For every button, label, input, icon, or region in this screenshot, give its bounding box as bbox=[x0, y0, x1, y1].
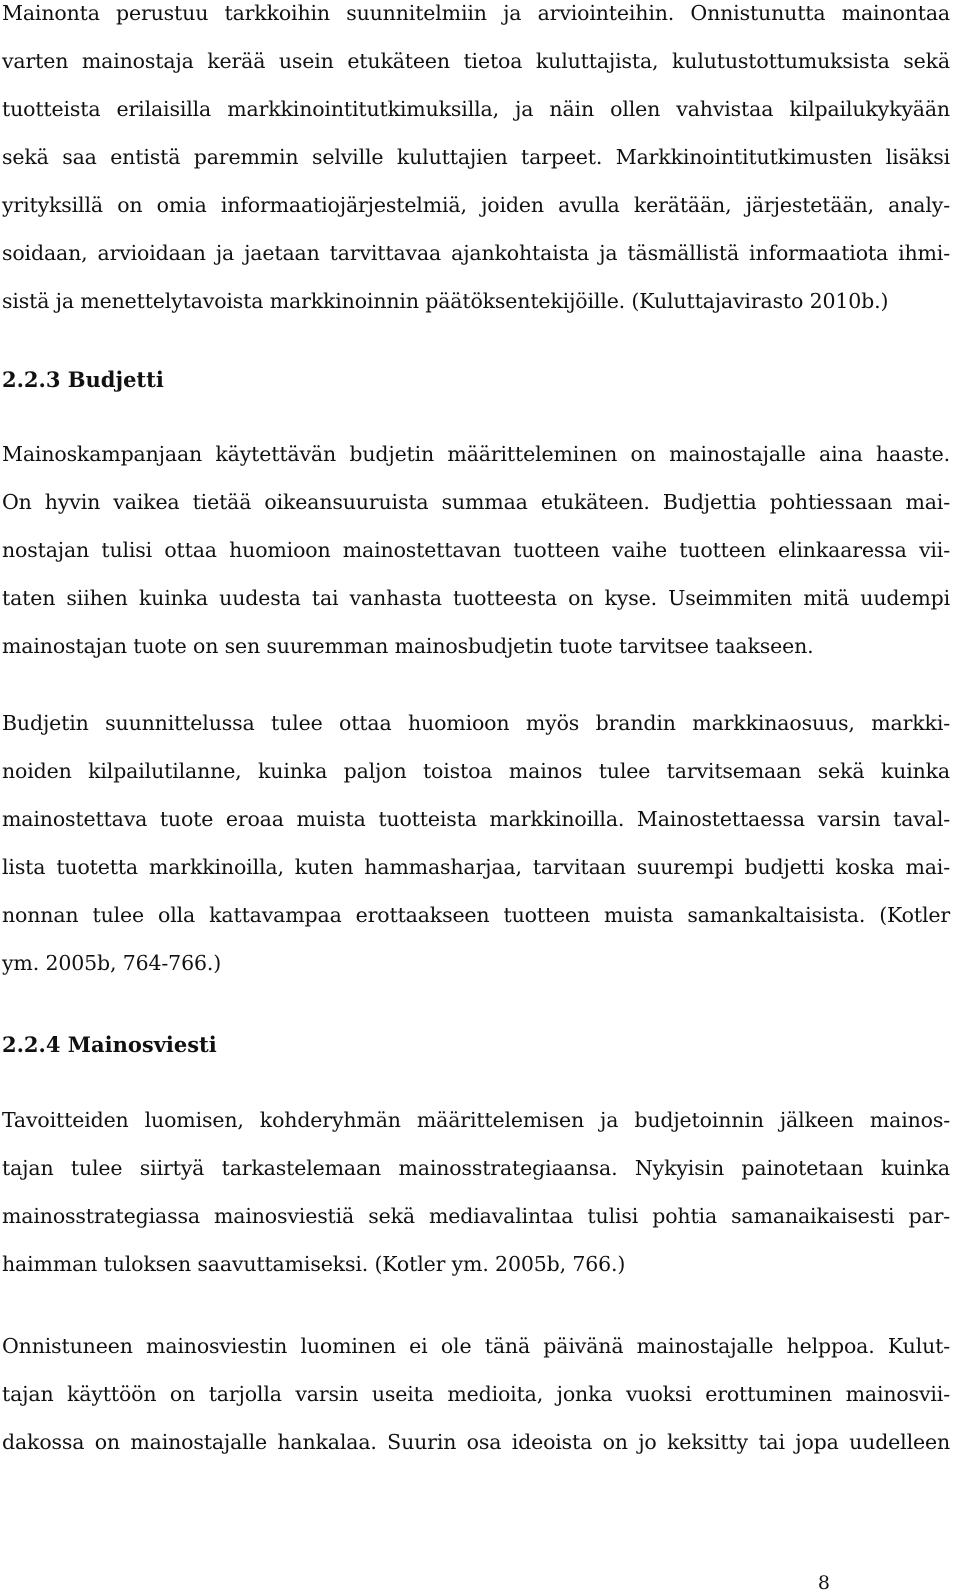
text-line: haimman tuloksen saavuttamiseksi. (Kotler ym. 2005b, 766.) bbox=[2, 1252, 626, 1276]
text-line: tajan käyttöön on tarjolla varsin useita medioita, jonka vuoksi erottuminen mainosvii- bbox=[2, 1382, 950, 1406]
text-line: Tavoitteiden luomisen, kohderyhmän määrittelemisen ja budjetoinnin jälkeen mainos- bbox=[2, 1108, 950, 1132]
text-line: On hyvin vaikea tietää oikeansuuruista summaa etukäteen. Budjettia pohtiessaan mai- bbox=[2, 490, 950, 514]
section-heading-budjetti: 2.2.3 Budjetti bbox=[2, 367, 164, 392]
text-line: nostajan tulisi ottaa huomioon mainostettavan tuotteen vaihe tuotteen elinkaaressa vii- bbox=[2, 538, 950, 562]
budjetti-paragraph-1 bbox=[2, 430, 950, 670]
budjetti-paragraph-2 bbox=[2, 699, 950, 987]
page-number: 8 bbox=[817, 1572, 830, 1594]
text-line: mainostajan tuote on sen suuremman mainosbudjetin tuote tarvitsee taakseen. bbox=[2, 634, 814, 658]
text-line: mainostettava tuote eroaa muista tuotteista markkinoilla. Mainostettaessa varsin taval- bbox=[2, 807, 950, 831]
text-line: ym. 2005b, 764-766.) bbox=[2, 951, 222, 975]
mainosviesti-paragraph-1 bbox=[2, 1096, 950, 1288]
text-line: yrityksillä on omia informaatiojärjestelmiä, joiden avulla kerätään, järjestetään, analy- bbox=[2, 193, 950, 217]
text-line: noiden kilpailutilanne, kuinka paljon toistoa mainos tulee tarvitsemaan sekä kuinka bbox=[2, 759, 950, 783]
text-line: sistä ja menettelytavoista markkinoinnin päätöksentekijöille. (Kuluttajavirasto 2010b.) bbox=[2, 289, 889, 313]
text-line: sekä saa entistä paremmin selville kuluttajien tarpeet. Markkinointitutkimusten lisäksi bbox=[2, 145, 950, 169]
text-line: Mainoskampanjaan käytettävän budjetin määritteleminen on mainostajalle aina haaste. bbox=[2, 442, 950, 466]
text-line: Onnistuneen mainosviestin luominen ei ole tänä päivänä mainostajalle helppoa. Kulut- bbox=[2, 1334, 950, 1358]
mainosviesti-paragraph-2 bbox=[2, 1322, 950, 1466]
intro-paragraph bbox=[2, 0, 950, 325]
text-line: Budjetin suunnittelussa tulee ottaa huomioon myös brandin markkinaosuus, markki- bbox=[2, 711, 950, 735]
text-line: tajan tulee siirtyä tarkastelemaan mainosstrategiaansa. Nykyisin painotetaan kuinka bbox=[2, 1156, 950, 1180]
text-line: nonnan tulee olla kattavampaa erottaakseen tuotteen muista samankaltaisista. (Kotler bbox=[2, 903, 950, 927]
text-line: dakossa on mainostajalle hankalaa. Suurin osa ideoista on jo keksitty tai jopa uudelleen bbox=[2, 1430, 950, 1454]
text-line: lista tuotetta markkinoilla, kuten hammasharjaa, tarvitaan suurempi budjetti koska mai- bbox=[2, 855, 950, 879]
text-line: Mainonta perustuu tarkkoihin suunnitelmiin ja arviointeihin. Onnistunutta mainontaa bbox=[2, 1, 950, 25]
text-line: taten siihen kuinka uudesta tai vanhasta tuotteesta on kyse. Useimmiten mitä uudempi bbox=[2, 586, 950, 610]
section-heading-mainosviesti: 2.2.4 Mainosviesti bbox=[2, 1032, 217, 1057]
text-line: soidaan, arvioidaan ja jaetaan tarvittavaa ajankohtaista ja täsmällistä informaatiota ihmi- bbox=[2, 241, 950, 265]
text-line: varten mainostaja kerää usein etukäteen tietoa kuluttajista, kulutustottumuksista sekä bbox=[2, 49, 950, 73]
text-line: tuotteista erilaisilla markkinointitutkimuksilla, ja näin ollen vahvistaa kilpailukykyään bbox=[2, 97, 950, 121]
text-line: mainosstrategiassa mainosviestiä sekä mediavalintaa tulisi pohtia samanaikaisesti par- bbox=[2, 1204, 950, 1228]
